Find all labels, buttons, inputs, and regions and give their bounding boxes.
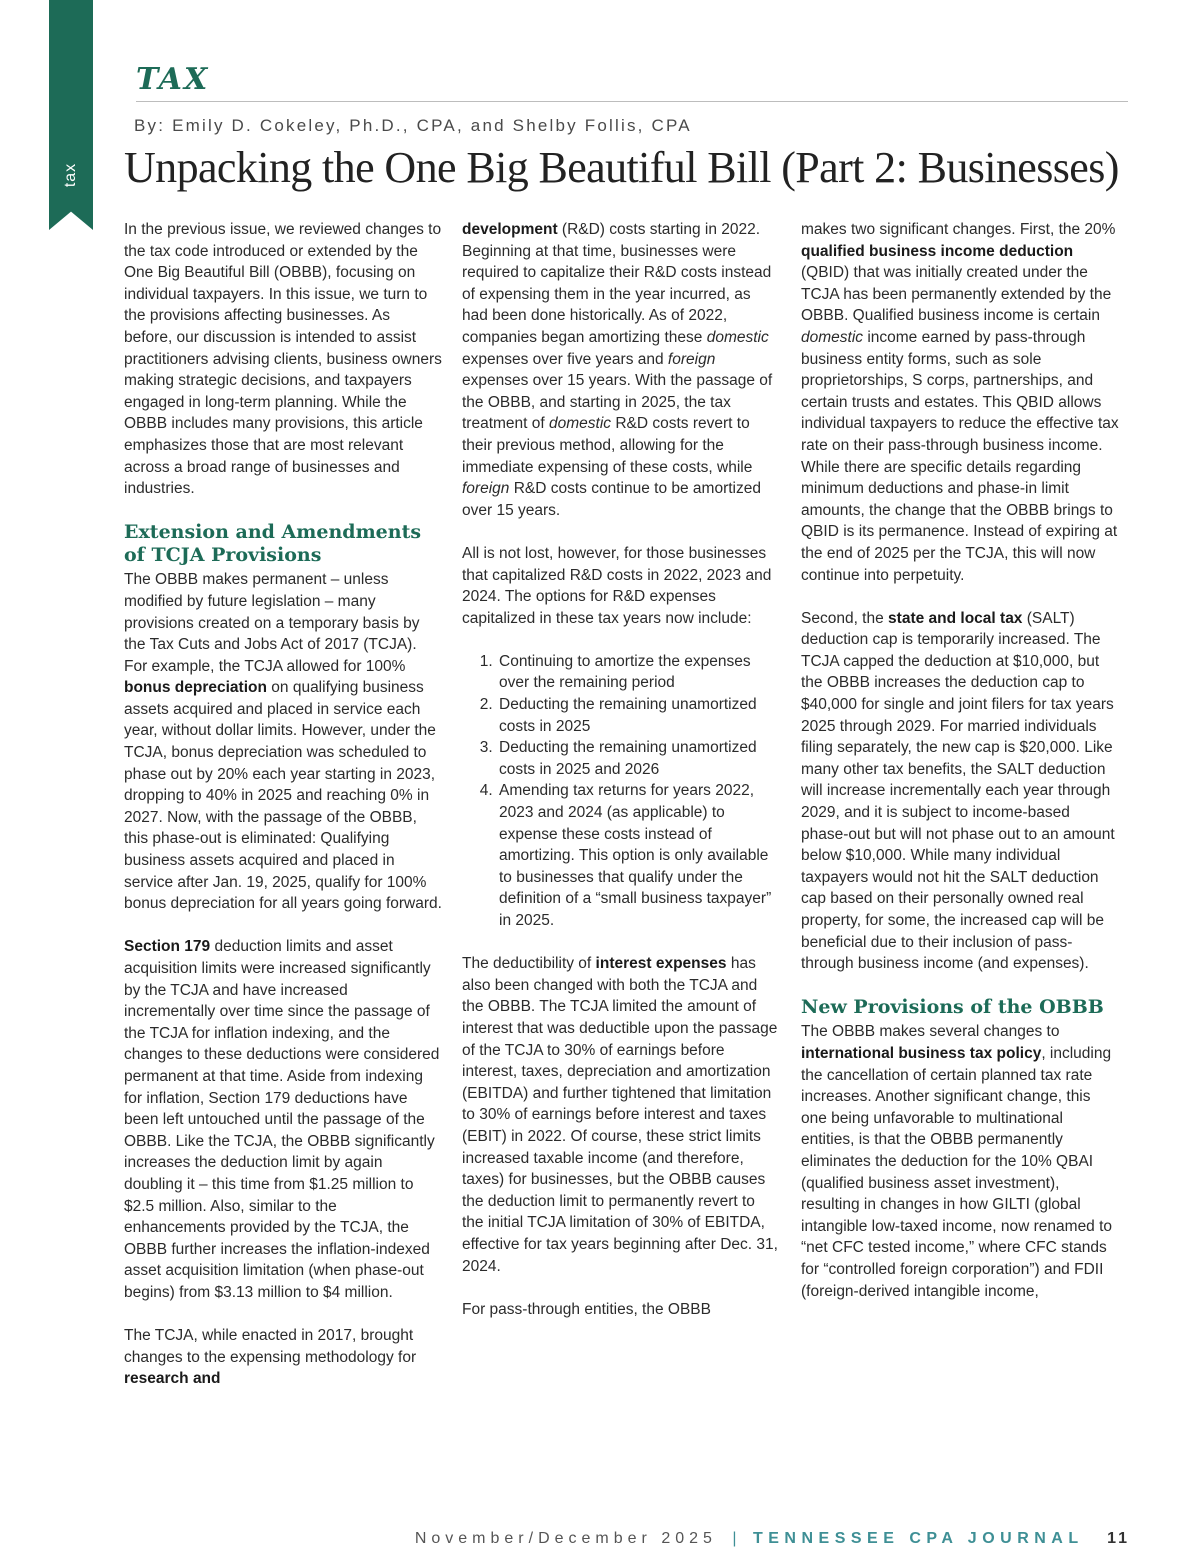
ribbon-label: tax xyxy=(62,162,79,188)
paragraph: Second, the state and local tax (SALT) deduction cap is temporarily increased. The TCJA capped the deduction at $10,000, but the OBBB increases the deduction cap to $40,000 for single and joint filers for tax years 2025 through 2029. For married individuals filing separately, the new cap is $20,000. Like many other tax benefits, the SALT deduction will increase incrementally each year through 2029, and it is subject to income-based phase-out but will not phase out to an amount below $10,000. While many individual taxpayers would not hit the SALT deduction cap based on their personally owned real property, for some, the increased cap will be beneficial due to their inclusion of pass-through business income (and expenses). xyxy=(801,609,1115,973)
header-divider xyxy=(136,101,1128,102)
section-label: TAX xyxy=(136,62,210,97)
page-number: 11 xyxy=(1107,1530,1130,1547)
paragraph: For pass-through entities, the OBBB xyxy=(462,1300,711,1318)
list-item: 4. Amending tax returns for years 2022, 2023 and 2024 (as applicable) to expense these costs instead of amortizing. This option is only available to businesses that qualify under the definition of a “small business taxpayer” in 2025. xyxy=(497,780,780,931)
paragraph: The OBBB makes permanent – unless modified by future legislation – many provisions created on a temporary basis by the Tax Cuts and Jobs Act of 2017 (TCJA). For example, the TCJA allowed for 100% bonus depreciation on qualifying business assets acquired and placed in service each year, without dollar limits. However, under the TCJA, bonus depreciation was scheduled to phase out by 20% each year starting in 2023, dropping to 40% in 2025 and reaching 0% in 2027. Now, with the passage of the OBBB, this phase-out is eliminated: Qualifying business assets acquired and placed in service after Jan. 19, 2025, qualify for 100% bonus depreciation for all years going forward. xyxy=(124,571,442,913)
paragraph: The TCJA, while enacted in 2017, brought changes to the expensing methodology for research and xyxy=(124,1327,417,1388)
article-column-2 xyxy=(462,219,780,1320)
section-heading-tcja: Extension and Amendments of TCJA Provisions xyxy=(124,521,422,567)
paragraph: development (R&D) costs starting in 2022. Beginning at that time, businesses were required to capitalize their R&D costs instead of expensing them in the year incurred, as had been done historically. As of 2022, companies began amortizing these domestic expenses over five years and foreign expenses over 15 years. With the passage of the OBBB, and starting in 2025, the tax treatment of domestic R&D costs revert to their previous method, allowing for the immediate expensing of these costs, while foreign R&D costs continue to be amortized over 15 years. xyxy=(462,221,773,519)
paragraph: Section 179 deduction limits and asset acquisition limits were increased significantly by the TCJA and have increased incrementally over time since the passage of the TCJA for inflation indexing, and the changes to these deductions were considered permanent at that time. Aside from indexing for inflation, Section 179 deductions have been left untouched until the passage of the OBBB. Like the TCJA, the OBBB significantly increases the deduction limit by again doubling it – this time from $1.25 million to $2.5 million. Also, similar to the enhancements provided by the TCJA, the OBBB further increases the inflation-indexed asset acquisition limitation (when phase-out begins) from $3.13 million to $4 million. xyxy=(124,938,440,1301)
rd-options-list xyxy=(462,651,780,932)
paragraph: The deductibility of interest expenses has also been changed with both the TCJA and the OBBB. The TCJA limited the amount of interest that was deductible upon the passage of the TCJA to 30% of earnings before interest, taxes, depreciation and amortization (EBITDA) and further tightened that limitation to 30% of earnings before interest and taxes (EBIT) in 2022. Of course, these strict limits increased taxable income (and therefore, taxes) for businesses, but the OBBB causes the deduction limit to permanently revert to the initial TCJA limitation of 30% of EBITDA, effective for tax years beginning after Dec. 31, 2024. xyxy=(462,955,778,1275)
journal-name: TENNESSEE CPA JOURNAL xyxy=(752,1530,1084,1547)
section-ribbon xyxy=(49,0,93,230)
paragraph: All is not lost, however, for those businesses that capitalized R&D costs in 2022, 2023 and 2024. The options for R&D expenses capitalized in these tax years now include: xyxy=(462,544,772,627)
article-title: Unpacking the One Big Beautiful Bill (Part 2: Businesses) xyxy=(124,143,1119,192)
paragraph: makes two significant changes. First, the 20% qualified business income deduction (QBID) that was initially created under the TCJA has been permanently extended by the OBBB. Qualified business income is certain domestic income earned by pass-through business entity forms, such as sole proprietorships, S corps, partnerships, and certain trusts and estates. This QBID allows individual taxpayers to reduce the effective tax rate on their pass-through business income. While there are specific details regarding minimum deductions and phase-in limit amounts, the change that the OBBB brings to QBID is its permanence. Instead of expiring at the end of 2025 per the TCJA, this will now continue into perpetuity. xyxy=(801,221,1119,584)
article-column-3 xyxy=(801,219,1119,1302)
issue-date: November/December 2025 xyxy=(414,1530,717,1547)
footer-separator: | xyxy=(732,1530,742,1547)
list-item: 2. Deducting the remaining unamortized costs in 2025 xyxy=(497,694,780,737)
paragraph: The OBBB makes several changes to international business tax policy, including the cancellation of certain planned tax rate increases. Another significant change, this one being unfavorable to multinational entities, is that the OBBB permanently eliminates the deduction for the 10% QBAI (qualified business asset investment), resulting in changes in how GILTI (global intangible low-taxed income, now renamed to “net CFC tested income,” where CFC stands for “controlled foreign corporation”) and FDII (foreign-derived intangible income, xyxy=(801,1023,1113,1300)
list-item: 3. Deducting the remaining unamortized costs in 2025 and 2026 xyxy=(497,737,780,780)
byline: By: Emily D. Cokeley, Ph.D., CPA, and Shelby Follis, CPA xyxy=(134,116,692,135)
paragraph: In the previous issue, we reviewed changes to the tax code introduced or extended by the One Big Beautiful Bill (OBBB), focusing on individual taxpayers. In this issue, we turn to the provisions affecting businesses. As before, our discussion is intended to assist practitioners advising clients, business owners making strategic decisions, and taxpayers engaged in long-term planning. While the OBBB includes many provisions, this article emphasizes those that are most relevant across a broad range of businesses and industries. xyxy=(124,221,442,498)
page-footer xyxy=(415,1530,1130,1548)
section-heading-new-provisions: New Provisions of the OBBB xyxy=(801,996,1104,1019)
list-item: 1. Continuing to amortize the expenses over the remaining period xyxy=(497,651,780,694)
article-column-1 xyxy=(124,219,442,1390)
